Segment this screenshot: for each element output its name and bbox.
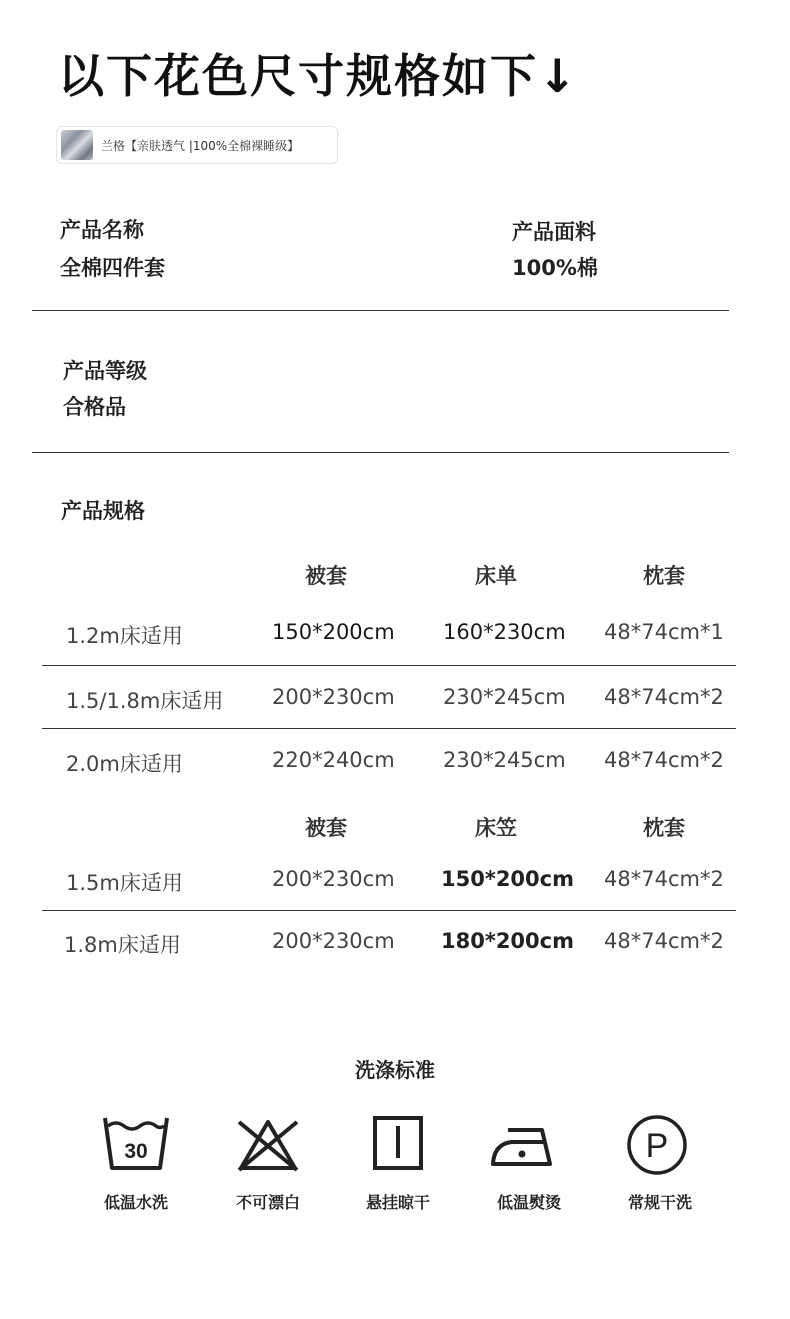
- table2-header: 被套: [305, 816, 347, 840]
- divider: [32, 452, 729, 453]
- table-cell-size: 1.5/1.8m床适用: [66, 689, 224, 713]
- table2-header: 枕套: [643, 816, 685, 840]
- page-title: 以下花色尺寸规格如下↓: [58, 49, 579, 103]
- row-divider: [42, 665, 736, 666]
- table-cell: 200*230cm: [272, 867, 395, 891]
- wash-label: 低温熨烫: [496, 1193, 561, 1212]
- table-cell: 220*240cm: [272, 748, 395, 772]
- name-label: 产品名称: [60, 218, 144, 242]
- table-cell: 230*245cm: [443, 748, 566, 772]
- table-cell-size: 2.0m床适用: [66, 752, 183, 776]
- table-cell: 150*200cm: [441, 867, 574, 891]
- table-cell: 180*200cm: [441, 929, 574, 953]
- wash-title: 洗涤标准: [355, 1058, 435, 1082]
- wash-label: 不可漂白: [235, 1193, 300, 1212]
- table-cell: 200*230cm: [272, 685, 395, 709]
- spec-label: 产品规格: [61, 499, 145, 523]
- table-cell-size: 1.5m床适用: [66, 871, 183, 895]
- low-iron-icon: [488, 1110, 558, 1180]
- row-divider: [42, 910, 736, 911]
- table2-header: 床笠: [475, 816, 517, 840]
- no-bleach-icon: [233, 1110, 303, 1180]
- grade-value: 合格品: [63, 395, 126, 419]
- row-divider: [42, 728, 736, 729]
- table-cell: 48*74cm*1: [604, 620, 724, 644]
- wash-30-icon: [102, 1110, 172, 1180]
- svg-text:30: 30: [124, 1140, 148, 1163]
- table-cell: 48*74cm*2: [604, 867, 724, 891]
- table-cell: 200*230cm: [272, 929, 395, 953]
- svg-text:P: P: [645, 1127, 669, 1165]
- table1-header: 被套: [305, 564, 347, 588]
- table-cell: 230*245cm: [443, 685, 566, 709]
- table-cell: 150*200cm: [272, 620, 395, 644]
- table-cell-size: 1.8m床适用: [64, 933, 181, 957]
- table-cell: 48*74cm*2: [604, 748, 724, 772]
- table1-header: 床单: [475, 564, 517, 588]
- wash-label: 悬挂晾干: [365, 1193, 430, 1212]
- fabric-value: 100%棉: [512, 256, 598, 280]
- wash-label: 常规干洗: [627, 1193, 692, 1212]
- table-cell: 48*74cm*2: [604, 929, 724, 953]
- table1-header: 枕套: [643, 564, 685, 588]
- wash-label: 低温水洗: [103, 1193, 168, 1212]
- table-cell: 48*74cm*2: [604, 685, 724, 709]
- grade-label: 产品等级: [63, 359, 147, 383]
- name-value: 全棉四件套: [60, 256, 165, 280]
- fabric-label: 产品面料: [512, 220, 596, 244]
- product-tag-text: 兰格【亲肤透气 |100%全棉裸睡级】: [101, 138, 300, 153]
- product-thumbnail: [61, 130, 93, 160]
- divider: [32, 310, 729, 311]
- product-tag[interactable]: [56, 126, 338, 164]
- table-cell-size: 1.2m床适用: [66, 624, 183, 648]
- table-cell: 160*230cm: [443, 620, 566, 644]
- hang-dry-icon: [363, 1110, 433, 1180]
- dry-clean-p-icon: [622, 1110, 692, 1180]
